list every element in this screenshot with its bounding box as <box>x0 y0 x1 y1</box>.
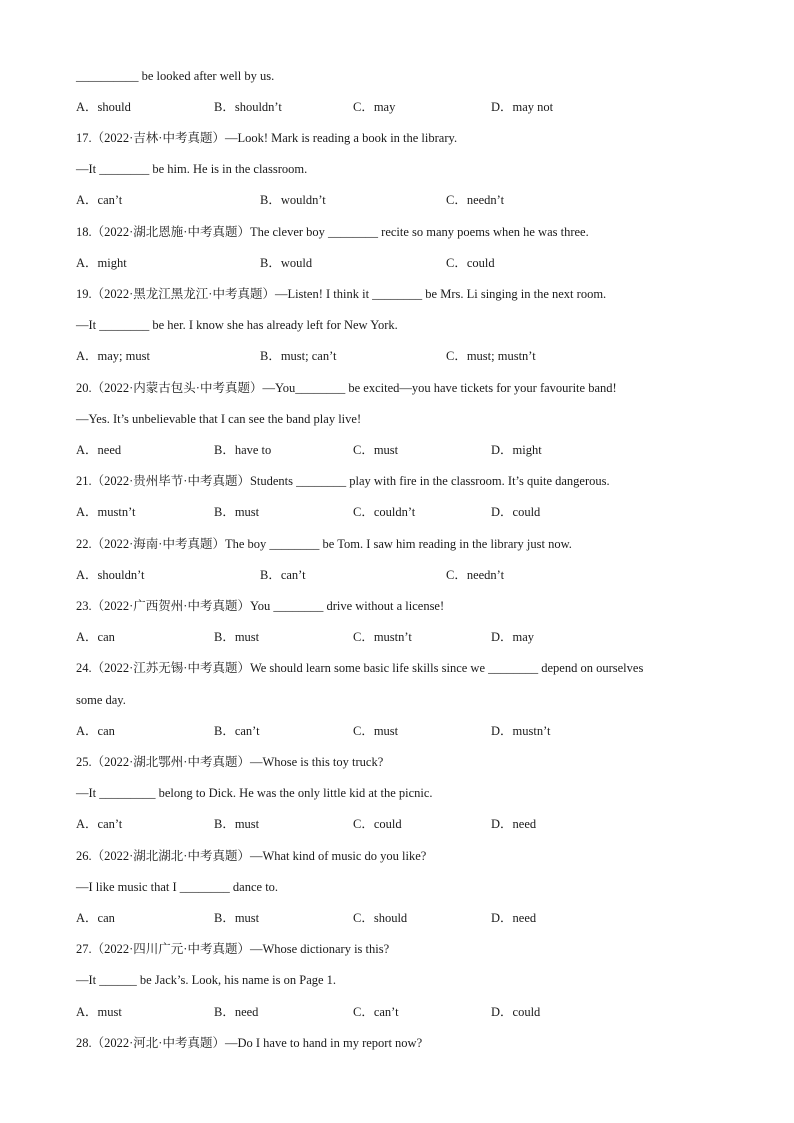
q20-stem: 20.（2022·内蒙古包头·中考真题）—You________ be excited—you have tickets for your favourite band! <box>76 381 617 395</box>
q22-option-c[interactable]: C．needn’t <box>446 568 505 582</box>
q21-option-c[interactable]: C．couldn’t <box>353 505 416 519</box>
q27-stem: 27.（2022·四川广元·中考真题）—Whose dictionary is this? <box>76 942 390 956</box>
q16-stem-tail: __________ be looked after well by us. <box>76 69 275 83</box>
q23-option-a[interactable]: A．can <box>76 630 115 644</box>
q20-option-c[interactable]: C．must <box>353 443 399 457</box>
q23-option-d[interactable]: D．may <box>491 630 535 644</box>
q26-option-a[interactable]: A．can <box>76 911 115 925</box>
q17-options <box>76 192 756 208</box>
q16-options <box>76 99 756 115</box>
q19-option-b[interactable]: B．must; can’t <box>260 349 337 363</box>
q16-option-b[interactable]: B．shouldn’t <box>214 100 282 114</box>
q25-option-a[interactable]: A．can’t <box>76 817 123 831</box>
q27-option-d[interactable]: D．could <box>491 1005 541 1019</box>
q25-reply: —It _________ belong to Dick. He was the only little kid at the picnic. <box>76 786 433 800</box>
q27-options <box>76 1004 756 1020</box>
q23-option-b[interactable]: B．must <box>214 630 260 644</box>
q17-option-c[interactable]: C．needn’t <box>446 193 505 207</box>
q25-stem: 25.（2022·湖北鄂州·中考真题）—Whose is this toy truck? <box>76 755 384 769</box>
q21-option-d[interactable]: D．could <box>491 505 541 519</box>
q17-stem: 17.（2022·吉林·中考真题）—Look! Mark is reading a book in the library. <box>76 131 458 145</box>
q22-option-a[interactable]: A．shouldn’t <box>76 568 145 582</box>
q20-options <box>76 442 756 458</box>
q26-stem: 26.（2022·湖北湖北·中考真题）—What kind of music do you like? <box>76 849 427 863</box>
q16-option-d[interactable]: D．may not <box>491 100 554 114</box>
q24-option-a[interactable]: A．can <box>76 724 115 738</box>
q26-option-c[interactable]: C．should <box>353 911 408 925</box>
q19-stem: 19.（2022·黑龙江黑龙江·中考真题）—Listen! I think it ________ be Mrs. Li singing in the next room. <box>76 287 607 301</box>
q26-reply: —I like music that I ________ dance to. <box>76 880 279 894</box>
q22-options <box>76 567 756 583</box>
q21-options <box>76 504 756 520</box>
q28-stem: 28.（2022·河北·中考真题）—Do I have to hand in my report now? <box>76 1036 423 1050</box>
q24-stem: 24.（2022·江苏无锡·中考真题）We should learn some basic life skills since we ________ depend on ourselves <box>76 661 644 675</box>
q24-option-d[interactable]: D．mustn’t <box>491 724 551 738</box>
q24-option-b[interactable]: B．can’t <box>214 724 260 738</box>
q21-option-b[interactable]: B．must <box>214 505 260 519</box>
q19-option-c[interactable]: C．must; mustn’t <box>446 349 536 363</box>
q18-option-b[interactable]: B．would <box>260 256 313 270</box>
q20-reply: —Yes. It’s unbelievable that I can see the band play live! <box>76 412 362 426</box>
q27-reply: —It ______ be Jack’s. Look, his name is on Page 1. <box>76 973 337 987</box>
q26-options <box>76 910 756 926</box>
q24-options <box>76 723 756 739</box>
q19-reply: —It ________ be her. I know she has already left for New York. <box>76 318 398 332</box>
q23-option-c[interactable]: C．mustn’t <box>353 630 412 644</box>
q18-options <box>76 255 756 271</box>
q21-option-a[interactable]: A．mustn’t <box>76 505 136 519</box>
q27-option-b[interactable]: B．need <box>214 1005 259 1019</box>
q27-option-c[interactable]: C．can’t <box>353 1005 399 1019</box>
q26-option-b[interactable]: B．must <box>214 911 260 925</box>
q25-option-d[interactable]: D．need <box>491 817 537 831</box>
q25-options <box>76 816 756 832</box>
q20-option-a[interactable]: A．need <box>76 443 122 457</box>
q18-option-c[interactable]: C．could <box>446 256 495 270</box>
q19-options <box>76 348 756 364</box>
q16-option-a[interactable]: A．should <box>76 100 131 114</box>
q21-stem: 21.（2022·贵州毕节·中考真题）Students ________ play with fire in the classroom. It’s quite dangerous. <box>76 474 610 488</box>
q26-option-d[interactable]: D．need <box>491 911 537 925</box>
q20-option-b[interactable]: B．have to <box>214 443 272 457</box>
q22-stem: 22.（2022·海南·中考真题）The boy ________ be Tom. I saw him reading in the library just now. <box>76 537 572 551</box>
q17-reply: —It ________ be him. He is in the classroom. <box>76 162 308 176</box>
q22-option-b[interactable]: B．can’t <box>260 568 306 582</box>
q24-option-c[interactable]: C．must <box>353 724 399 738</box>
q23-stem: 23.（2022·广西贺州·中考真题）You ________ drive without a license! <box>76 599 445 613</box>
q16-option-c[interactable]: C．may <box>353 100 396 114</box>
q24-stem-cont: some day. <box>76 693 126 707</box>
q17-option-b[interactable]: B．wouldn’t <box>260 193 326 207</box>
q25-option-b[interactable]: B．must <box>214 817 260 831</box>
q23-options <box>76 629 756 645</box>
q20-option-d[interactable]: D．might <box>491 443 542 457</box>
q27-option-a[interactable]: A．must <box>76 1005 122 1019</box>
q18-stem: 18.（2022·湖北恩施·中考真题）The clever boy ________ recite so many poems when he was three. <box>76 225 589 239</box>
q19-option-a[interactable]: A．may; must <box>76 349 150 363</box>
q25-option-c[interactable]: C．could <box>353 817 402 831</box>
q18-option-a[interactable]: A．might <box>76 256 127 270</box>
q17-option-a[interactable]: A．can’t <box>76 193 123 207</box>
